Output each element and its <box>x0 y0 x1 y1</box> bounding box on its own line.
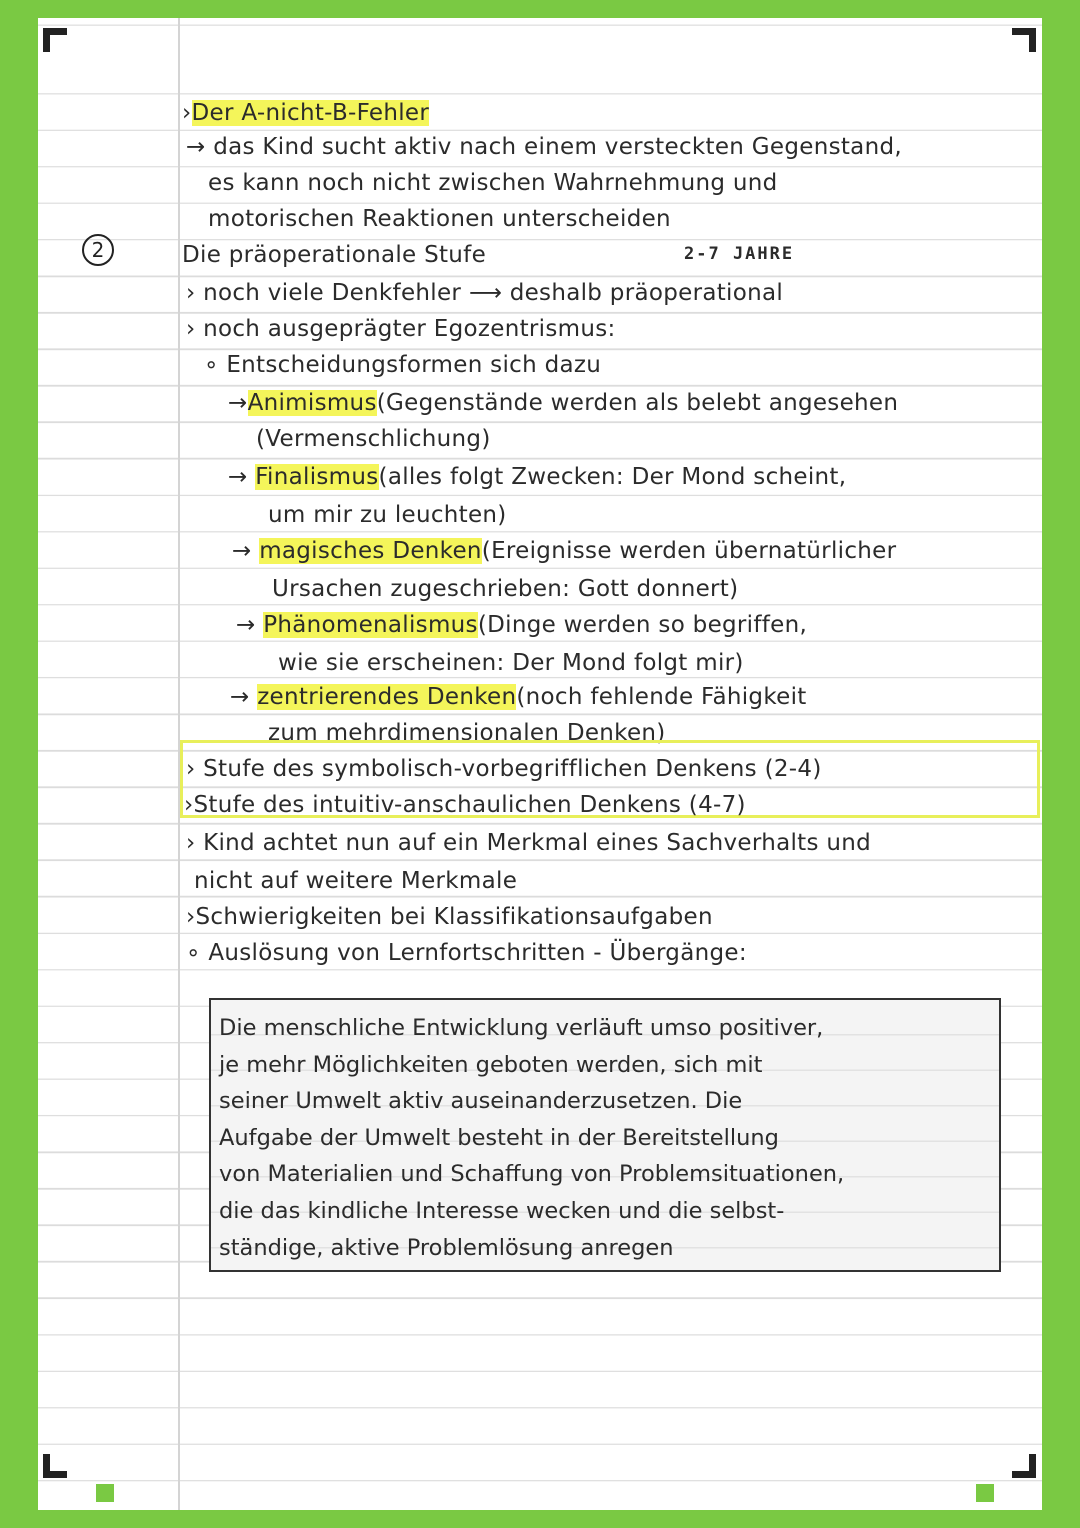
substage-2-text: Stufe des intuitiv-anschaulichen Denkens (4-7) <box>193 792 746 818</box>
animismus-line-1 <box>228 390 898 416</box>
substage-1-text: Stufe des symbolisch-vorbegrifflichen Denkens (2-4) <box>203 756 822 782</box>
corner-marker-top-left-icon <box>43 28 67 52</box>
arrow-icon: → <box>232 538 260 564</box>
bullet-egozentrismus <box>186 316 616 342</box>
arrow-icon: → <box>228 390 248 416</box>
magisch-line-2: Ursachen zugeschrieben: Gott donnert) <box>272 576 739 602</box>
green-square-left-icon <box>96 1484 114 1502</box>
animismus-def: (Gegenstände werden als belebt angesehen <box>376 390 899 416</box>
klassifikation-line <box>186 904 713 930</box>
summary-line-4: Aufgabe der Umwelt besteht in der Bereitstellung <box>219 1124 779 1151</box>
bullet-icon: › <box>186 904 196 930</box>
summary-line-7: ständige, aktive Problemlösung anregen <box>219 1234 674 1261</box>
klassifikation-text: Schwierigkeiten bei Klassifikationsaufgaben <box>195 904 713 930</box>
phaeno-line-1 <box>236 612 807 638</box>
ausloesung-text: Auslösung von Lernfortschritten - Übergänge: <box>208 940 747 966</box>
magisch-def: (Ereignisse werden übernatürlicher <box>481 538 897 564</box>
bullet-icon: › <box>186 756 204 782</box>
finalismus-line-2: um mir zu leuchten) <box>268 502 507 528</box>
summary-line-2: je mehr Möglichkeiten geboten werden, sich mit <box>219 1051 763 1078</box>
summary-line-5: von Materialien und Schaffung von Problemsituationen, <box>219 1161 845 1188</box>
merkmal-line-1-text: Kind achtet nun auf ein Merkmal eines Sachverhalts und <box>203 830 872 856</box>
zentr-line-2: zum mehrdimensionalen Denken) <box>268 720 666 746</box>
animismus-line-2: (Vermenschlichung) <box>256 426 491 452</box>
anb-line-2: es kann noch nicht zwischen Wahrnehmung und <box>208 170 778 196</box>
animismus-term: Animismus <box>247 390 377 416</box>
anb-line-1-text: das Kind sucht aktiv nach einem versteckten Gegenstand, <box>213 134 902 160</box>
ausloesung-line <box>186 940 747 966</box>
bullet-egozentrismus-text: noch ausgeprägter Egozentrismus: <box>203 316 616 342</box>
stage-title: Die präoperationale Stufe <box>182 242 487 268</box>
phaeno-def: (Dinge werden so begriffen, <box>477 612 808 638</box>
arrow-icon: → <box>186 134 214 160</box>
heading-anb-text: Der A-nicht-B-Fehler <box>191 100 430 126</box>
bullet-icon: › <box>186 316 204 342</box>
phaeno-line-2: wie sie erscheinen: Der Mond folgt mir) <box>278 650 744 676</box>
arrow-icon: ⟶ <box>468 280 510 306</box>
bullet-icon: › <box>186 830 204 856</box>
corner-marker-bottom-left-icon <box>43 1454 67 1478</box>
arrow-icon: › <box>182 100 192 126</box>
merkmal-line-1 <box>186 830 871 856</box>
arrow-icon: → <box>228 464 256 490</box>
corner-marker-top-right-icon <box>1012 28 1036 52</box>
heading-anb <box>182 100 429 126</box>
anb-line-3: motorischen Reaktionen unterscheiden <box>208 206 671 232</box>
bullet-formen <box>204 352 601 378</box>
magisch-term: magisches Denken <box>259 538 482 564</box>
summary-line-3: seiner Umwelt aktiv auseinanderzusetzen. Die <box>219 1088 743 1115</box>
bullet-circle-icon: ∘ <box>186 940 209 966</box>
zentr-line-1 <box>230 684 807 710</box>
phaeno-term: Phänomenalismus <box>263 612 478 638</box>
magisch-line-1 <box>232 538 896 564</box>
arrow-icon: → <box>236 612 264 638</box>
summary-box <box>209 998 1001 1272</box>
bullet-formen-text: Entscheidungsformen sich dazu <box>226 352 602 378</box>
zentr-def: (noch fehlende Fähigkeit <box>516 684 807 710</box>
section-number: 2 <box>82 234 114 266</box>
green-square-right-icon <box>976 1484 994 1502</box>
bullet-denkfehler <box>186 280 783 306</box>
finalismus-def: (alles folgt Zwecken: Der Mond scheint, <box>378 464 847 490</box>
merkmal-line-2: nicht auf weitere Merkmale <box>194 868 518 894</box>
summary-line-1: Die menschliche Entwicklung verläuft umso positiver, <box>219 1015 824 1041</box>
arrow-icon: → <box>230 684 258 710</box>
bullet-denkfehler-a: noch viele Denkfehler <box>203 280 462 306</box>
substage-1 <box>186 756 822 782</box>
stage-age: 2-7 JAHRE <box>684 244 795 264</box>
anb-line-1 <box>186 134 902 160</box>
bullet-icon: › <box>186 280 204 306</box>
summary-line-6: die das kindliche Interesse wecken und die selbst- <box>219 1197 785 1224</box>
finalismus-term: Finalismus <box>255 464 379 490</box>
bullet-circle-icon: ∘ <box>204 352 227 378</box>
corner-marker-bottom-right-icon <box>1012 1454 1036 1478</box>
substage-2 <box>184 792 746 818</box>
finalismus-line-1 <box>228 464 846 490</box>
bullet-icon: › <box>184 792 194 818</box>
zentr-term: zentrierendes Denken <box>257 684 517 710</box>
bullet-denkfehler-b: deshalb präoperational <box>509 280 784 306</box>
